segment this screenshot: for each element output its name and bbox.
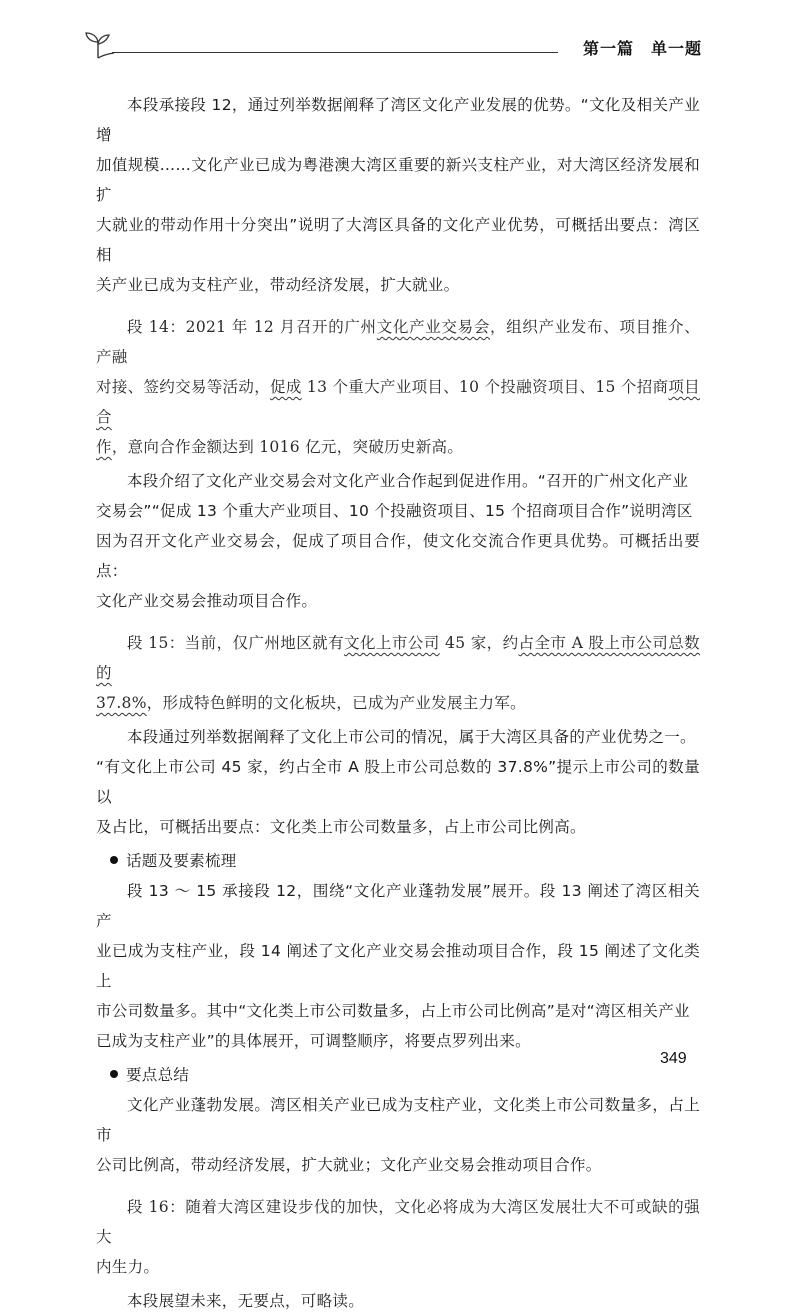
section-heading <box>96 1060 700 1090</box>
page-content <box>96 90 700 1316</box>
text-line: 段 13 ～ 15 承接段 12，围绕“文化产业蓬勃发展”展开。段 13 阐述了湾区相关产 <box>96 882 700 930</box>
text-line: “有文化上市公司 45 家，约占全市 A 股上市公司总数的 37.8%”提示上市公司的数量以 <box>96 758 700 806</box>
text-line: 加值规模……文化产业已成为粤港澳大湾区重要的新兴支柱产业，对大湾区经济发展和扩 <box>96 156 700 204</box>
text-span: 对接、签约交易等活动， <box>96 378 271 396</box>
text-line <box>96 372 700 432</box>
bullet-icon <box>110 856 118 864</box>
text-line: 本段通过列举数据阐释了文化上市公司的情况，属于大湾区具备的产业优势之一。 <box>127 728 696 746</box>
heading-text: 话题及要素梳理 <box>126 852 237 870</box>
text-span: ，组织产业发布、项目推介、产融 <box>96 318 701 366</box>
text-line: 因为召开文化产业交易会，促成了项目合作，使文化交流合作更具优势。可概括出要点： <box>96 532 700 580</box>
source-paragraph-14 <box>96 312 700 462</box>
text-span: ，形成特色鲜明的文化板块，已成为产业发展主力军。 <box>146 694 526 712</box>
text-line: 本段介绍了文化产业交易会对文化产业合作起到促进作用。“召开的广州文化产业 <box>127 472 689 490</box>
text-line: 段 16：随着大湾区建设步伐的加快，文化必将成为大湾区发展壮大不可或缺的强大 <box>96 1198 700 1246</box>
analysis-paragraph-14 <box>96 466 700 616</box>
text-line <box>96 312 700 372</box>
page-number: 349 <box>660 1050 687 1067</box>
text-line: 大就业的带动作用十分突出”说明了大湾区具备的文化产业优势，可概括出要点：湾区相 <box>96 216 700 264</box>
marked-phrase: 文化上市公司 <box>344 634 440 652</box>
text-line: 关产业已成为支柱产业，带动经济发展，扩大就业。 <box>96 276 460 294</box>
analysis-paragraph-16 <box>96 1286 700 1316</box>
text-line: 文化产业蓬勃发展。湾区相关产业已成为支柱产业，文化类上市公司数量多，占上市 <box>96 1096 700 1144</box>
text-line: 交易会”“促成 13 个重大产业项目、10 个投融资项目、15 个招商项目合作”说明湾区 <box>96 502 693 520</box>
text-span: 段 15：当前，仅广州地区就有 <box>127 634 345 652</box>
text-line: 市公司数量多。其中“文化类上市公司数量多，占上市公司比例高”是对“湾区相关产业 <box>96 1002 690 1020</box>
heading-text: 要点总结 <box>126 1066 190 1084</box>
text-line <box>96 628 700 688</box>
analysis-paragraph-15 <box>96 722 700 842</box>
marked-phrase: 作 <box>96 438 112 456</box>
source-paragraph-15 <box>96 628 700 718</box>
marked-phrase: A 股上市公司总数的 <box>96 634 700 682</box>
text-line: 及占比，可概括出要点：文化类上市公司数量多，占上市公司比例高。 <box>96 818 586 836</box>
chapter-title: 第一篇 单一题 <box>582 39 702 58</box>
marked-phrase: 项目合 <box>96 378 700 426</box>
marked-phrase: 37.8% <box>96 694 147 712</box>
bullet-icon <box>110 1070 118 1078</box>
text-line: 业已成为支柱产业，段 14 阐述了文化产业交易会推动项目合作，段 15 阐述了文化类上 <box>96 942 700 990</box>
topic-section <box>96 846 700 1056</box>
marked-phrase: 促成 <box>270 378 302 396</box>
text-span: 13 个重大产业项目、10 个投融资项目、15 个招商 <box>301 378 669 396</box>
summary-section <box>96 1060 700 1180</box>
sprout-icon <box>84 30 114 60</box>
text-line <box>96 432 700 462</box>
text-line: 文化产业交易会推动项目合作。 <box>96 592 318 610</box>
analysis-paragraph-12 <box>96 90 700 300</box>
text-line: 本段展望未来，无要点，可略读。 <box>127 1292 365 1310</box>
page-header <box>84 30 708 64</box>
text-span: ，意向合作金额达到 1016 亿元，突破历史新高。 <box>111 438 464 456</box>
text-line: 公司比例高，带动经济发展，扩大就业；文化产业交易会推动项目合作。 <box>96 1156 602 1174</box>
text-span: 段 14：2021 年 12 月召开的广州 <box>127 318 377 336</box>
text-line: 已成为支柱产业”的具体展开，可调整顺序，将要点罗列出来。 <box>96 1032 531 1050</box>
marked-phrase: 占全市 <box>518 634 567 652</box>
text-line: 本段承接段 12，通过列举数据阐释了湾区文化产业发展的优势。“文化及相关产业增 <box>96 96 700 144</box>
text-line <box>96 688 700 718</box>
marked-phrase: 文化产业交易会 <box>376 318 491 336</box>
header-rule <box>112 52 558 53</box>
text-span: 45 家，约 <box>439 634 519 652</box>
section-heading <box>96 846 700 876</box>
text-line: 内生力。 <box>96 1258 160 1276</box>
source-paragraph-16 <box>96 1192 700 1282</box>
